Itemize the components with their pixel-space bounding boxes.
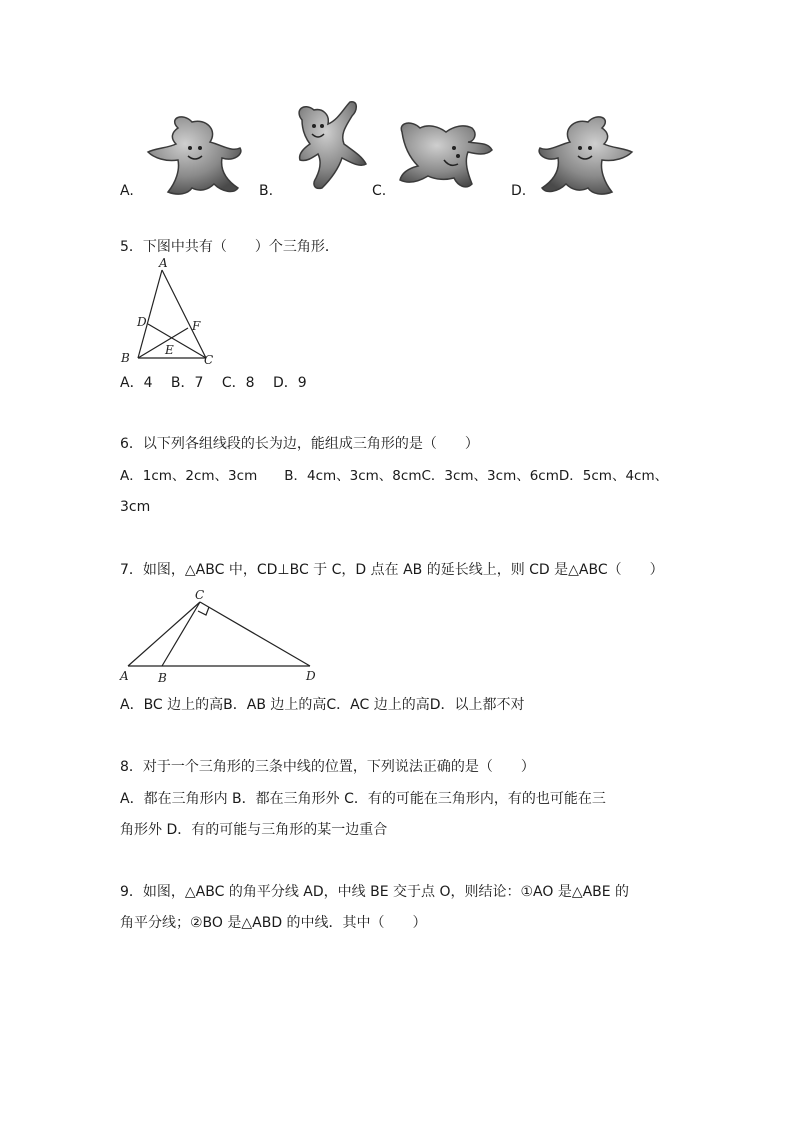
q4-option-d: D. [511,183,527,199]
q7-label-c: C [195,588,205,602]
mascot-figure-a [148,117,241,194]
q9-line2: 角平分线；②BO 是△ABD 的中线．其中（ ） [120,915,427,931]
q7-label-d: D [306,669,316,683]
q5-label-e: E [165,343,174,357]
q6-options-line2: 3cm [120,499,151,515]
mascot-figure-b [299,102,366,189]
q4-option-c: C. [372,183,387,199]
q5-text: 5．下图中共有（ ）个三角形． [120,239,339,255]
mascot-figure-c [400,123,492,187]
q7-options: A．BC 边上的高B．AB 边上的高C．AC 边上的高D．以上都不对 [120,697,525,713]
q5-triangle-figure [116,258,226,368]
q9-line1: 9．如图，△ABC 的角平分线 AD，中线 BE 交于点 O，则结论：①AO 是△ABE 的 [120,884,630,900]
q7-label-a: A [120,669,129,683]
q7-text: 7．如图，△ABC 中，CD⊥BC 于 C，D 点在 AB 的延长线上，则 CD 是△ABC（ ） [120,562,664,578]
mascot-figures [0,0,794,210]
q8-text: 8．对于一个三角形的三条中线的位置，下列说法正确的是（ ） [120,759,535,775]
q5-label-d: D [137,315,147,329]
q8-options-line2: 角形外 D．有的可能与三角形的某一边重合 [120,822,388,838]
q6-text: 6．以下列各组线段的长为边，能组成三角形的是（ ） [120,436,479,452]
q6-options-line1: A．1cm、2cm、3cm B．4cm、3cm、8cmC．3cm、3cm、6cmD．5cm、4cm、 [120,468,669,484]
q8-options-line1: A．都在三角形内 B．都在三角形外 C．有的可能在三角形内，有的也可能在三 [120,791,606,807]
mascot-figure-d [539,117,632,194]
q4-option-a: A. [120,183,134,199]
q5-options: A．4 B．7 C．8 D．9 [120,375,307,391]
q7-triangle-figure [116,586,326,686]
q4-option-b: B. [259,183,274,199]
q5-label-c: C [204,353,214,367]
q5-label-f: F [192,319,201,333]
q7-label-b: B [158,671,167,685]
q5-label-a: A [159,256,168,270]
q5-label-b: B [121,351,130,365]
